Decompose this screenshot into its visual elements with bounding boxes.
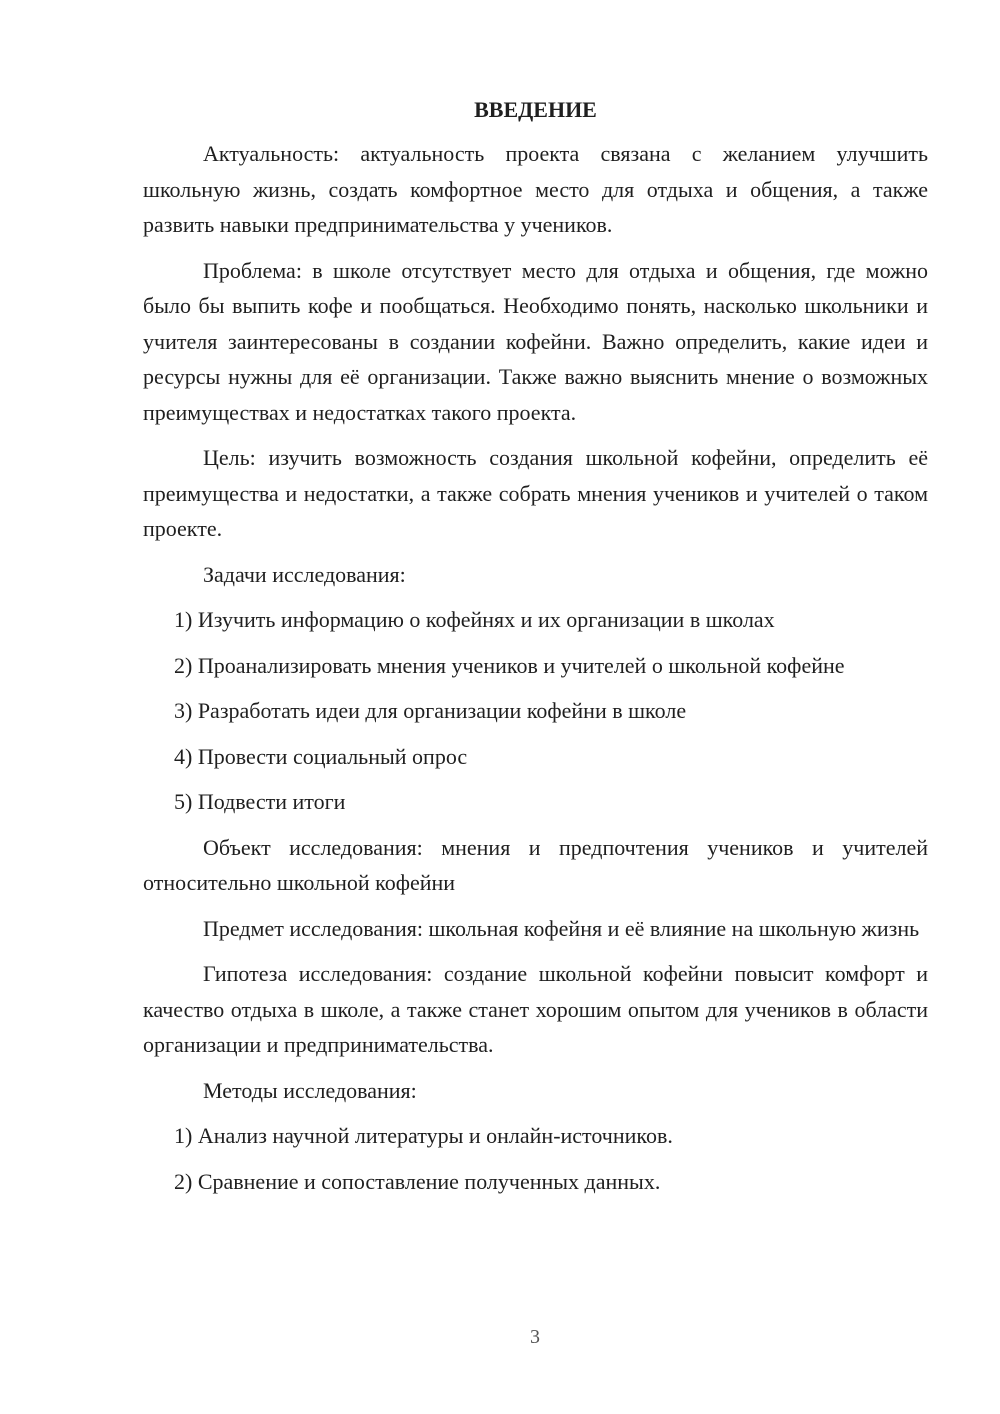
page-number: 3 xyxy=(530,1326,540,1348)
task-item: 5) Подвести итоги xyxy=(174,789,346,814)
relevance-paragraph: Актуальность: актуальность проекта связана с желанием улучшить школьную жизнь, создать комфортное место для отдыха и общения, а также развить навыки предпринимательства у учеников. xyxy=(143,141,928,237)
goal-paragraph: Цель: изучить возможность создания школьной кофейни, определить её преимущества и недостатки, а также собрать мнения учеников и учителей о таком проекте. xyxy=(143,445,928,541)
subject-paragraph: Предмет исследования: школьная кофейня и её влияние на школьную жизнь xyxy=(203,915,920,941)
task-item: 1) Изучить информацию о кофейнях и их организации в школах xyxy=(174,607,775,632)
method-item: 2) Сравнение и сопоставление полученных данных. xyxy=(174,1168,661,1194)
hypothesis-paragraph: Гипотеза исследования: создание школьной кофейни повысит комфорт и качество отдыха в школе, а также станет хорошим опытом для учеников в области организации и предпринимательства. xyxy=(143,961,928,1057)
section-title: ВВЕДЕНИЕ xyxy=(474,97,597,122)
object-paragraph: Объект исследования: мнения и предпочтения учеников и учителей относительно школьной кофейни xyxy=(143,834,928,895)
task-item: 3) Разработать идеи для организации кофейни в школе xyxy=(174,698,687,723)
methods-heading: Методы исследования: xyxy=(203,1077,417,1103)
method-item: 1) Анализ научной литературы и онлайн-источников. xyxy=(174,1123,673,1148)
document-page xyxy=(143,92,928,1199)
task-item: 4) Провести социальный опрос xyxy=(174,743,468,769)
problem-paragraph: Проблема: в школе отсутствует место для отдыха и общения, где можно было бы выпить кофе и пообщаться. Необходимо понять, насколько школьники и учителя заинтересованы в создании кофейни. Важно определить, какие идеи и ресурсы нужны для её организации. Также важно выяснить мнение о возможных преимуществах и недостатках такого проекта. xyxy=(143,257,928,425)
tasks-heading: Задачи исследования: xyxy=(203,561,406,587)
task-item: 2) Проанализировать мнения учеников и учителей о школьной кофейне xyxy=(174,652,845,678)
